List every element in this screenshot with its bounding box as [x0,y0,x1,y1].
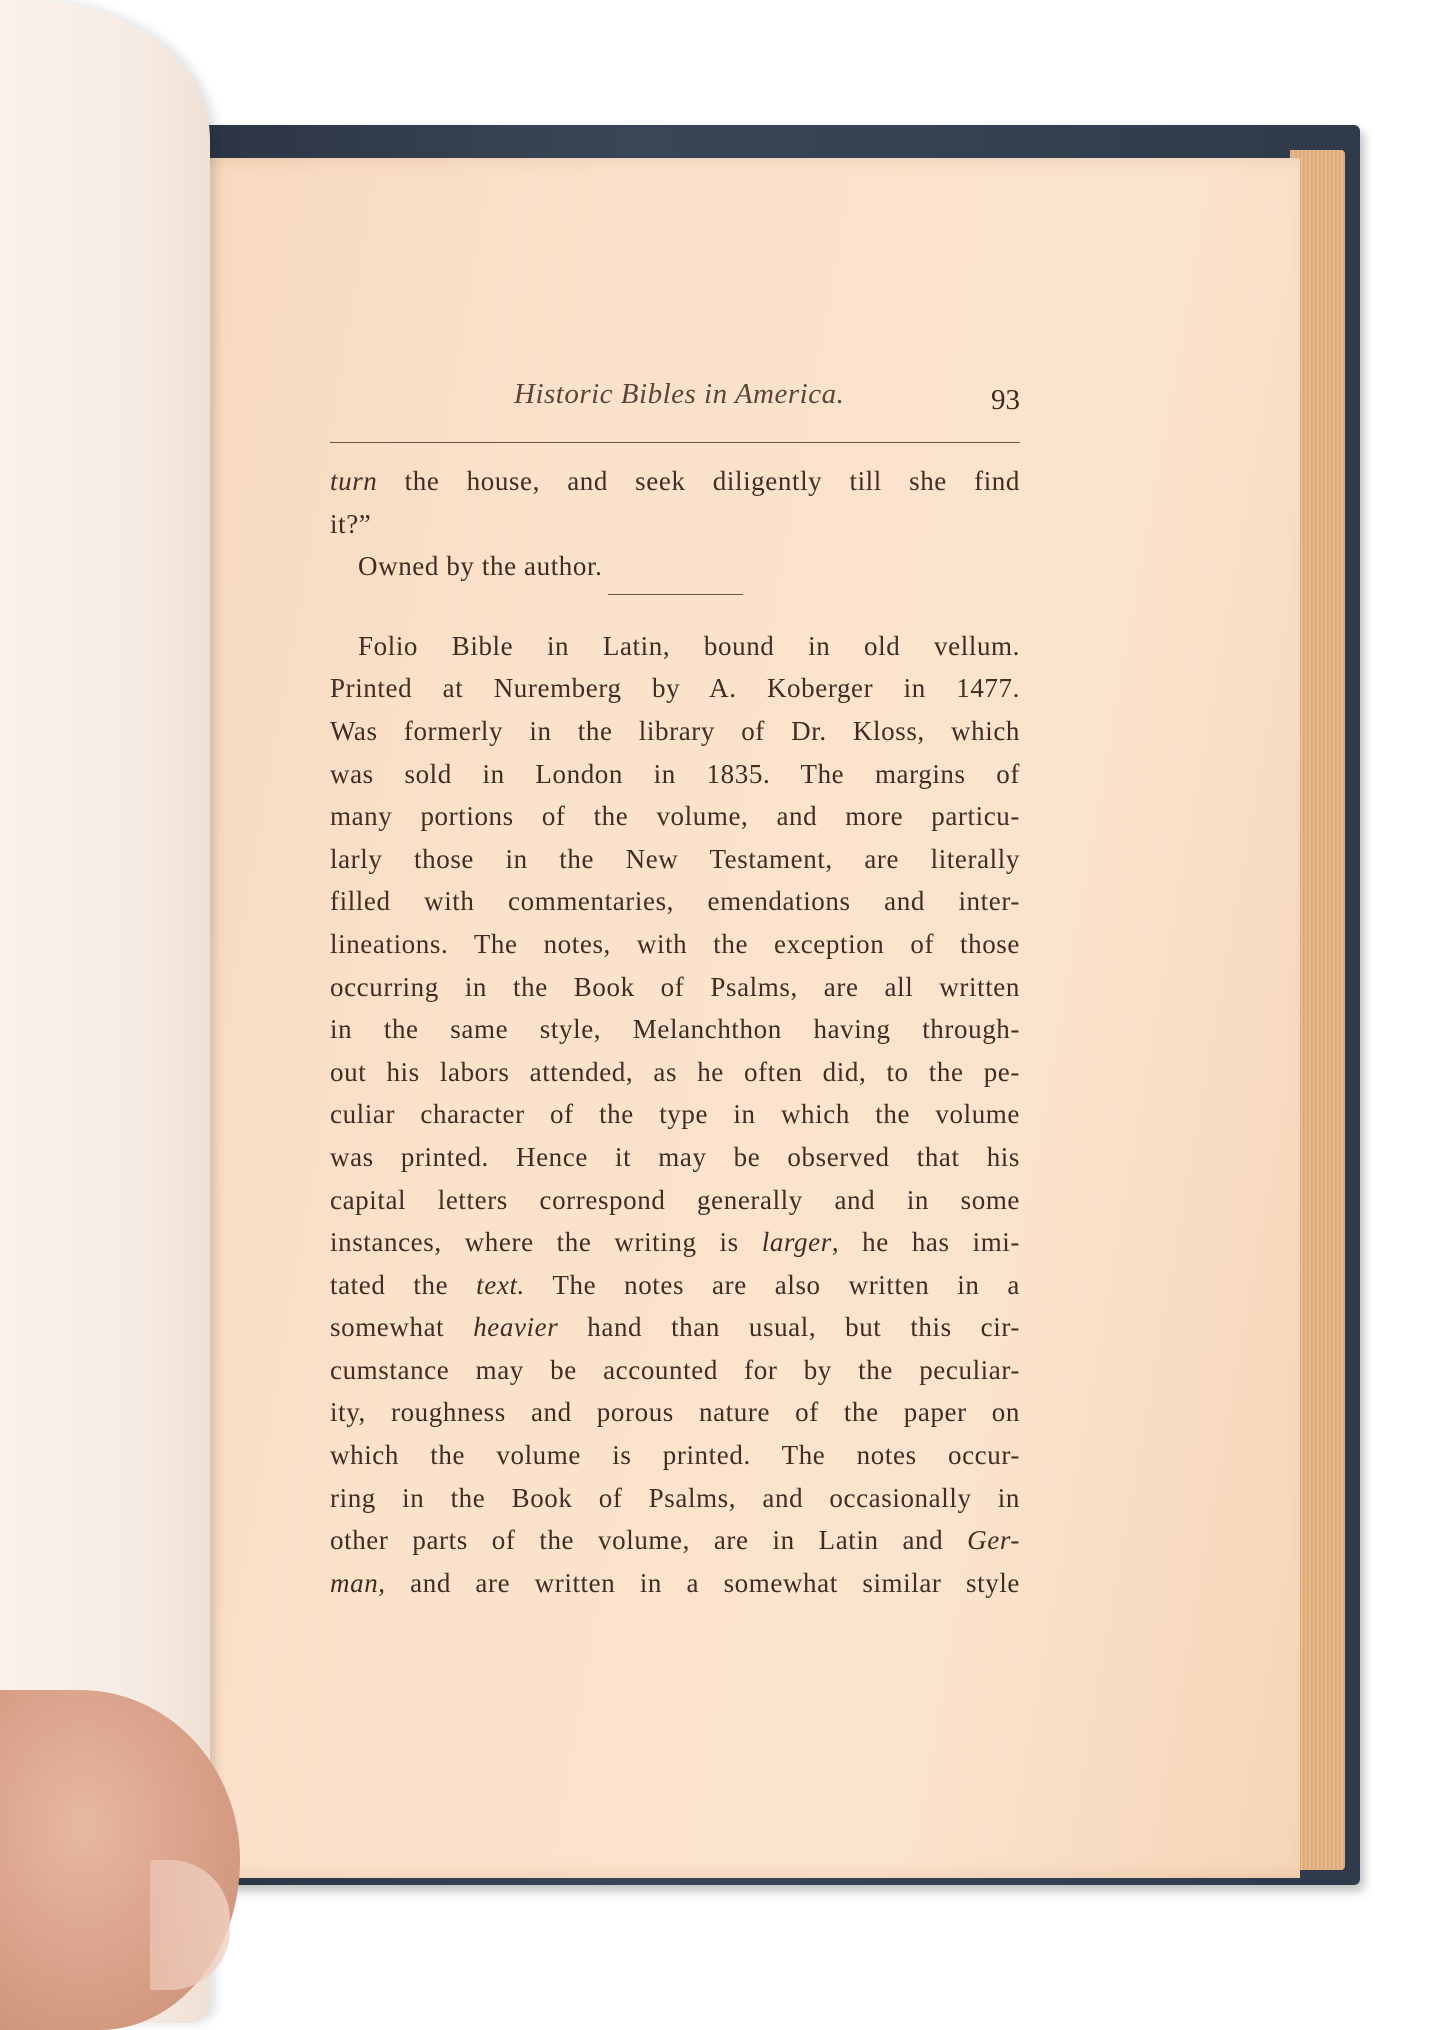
text-line: occurring in the Book of Psalms, are all written [330,971,1020,1002]
text-line: in the same style, Melanchthon having through- [330,1014,1020,1045]
text-line: was printed. Hence it may be observed that his [330,1141,1020,1172]
text-line: larly those in the New Testament, are literally [330,843,1020,874]
text-line: which the volume is printed. The notes occur- [330,1440,1020,1471]
page-number: 93 [991,384,1020,416]
ownership-note: Owned by the author. [358,551,603,582]
text-line: culiar character of the type in which the volume [330,1099,1020,1130]
text-line: out his labors attended, as he often did, to the pe- [330,1056,1020,1087]
text-line: Was formerly in the library of Dr. Kloss, which [330,715,1020,746]
section-separator [608,594,743,595]
text-line: cumstance may be accounted for by the peculiar- [330,1354,1020,1385]
text-line: lineations. The notes, with the exception of those [330,928,1020,959]
text-line: somewhat heavier hand than usual, but this cir- [330,1312,1020,1343]
text-line: filled with commentaries, emendations and inter- [330,886,1020,917]
text-line: turn the house, and seek diligently till she find [330,466,1020,496]
text-line: it?” [330,508,372,539]
text-line: many portions of the volume, and more particu- [330,801,1020,832]
text-line: other parts of the volume, are in Latin and Ger- [330,1525,1020,1556]
text-line: capital letters correspond generally and in some [330,1184,1020,1215]
text-line: Folio Bible in Latin, bound in old vellum. [358,630,1020,661]
running-head [330,370,1020,420]
text-line: ring in the Book of Psalms, and occasionally in [330,1482,1020,1513]
text-line: was sold in London in 1835. The margins of [330,758,1020,789]
header-rule [330,442,1020,443]
text-line: man, and are written in a somewhat similar style [330,1567,1020,1598]
text-line: instances, where the writing is larger, he has imi- [330,1227,1020,1258]
body-text [330,460,1020,1604]
text-line: ity, roughness and porous nature of the paper on [330,1397,1020,1428]
running-title: Historic Bibles in America. [514,378,845,410]
text-line: Printed at Nuremberg by A. Koberger in 1477. [330,673,1020,704]
text-line: tated the text. The notes are also written in a [330,1269,1020,1300]
